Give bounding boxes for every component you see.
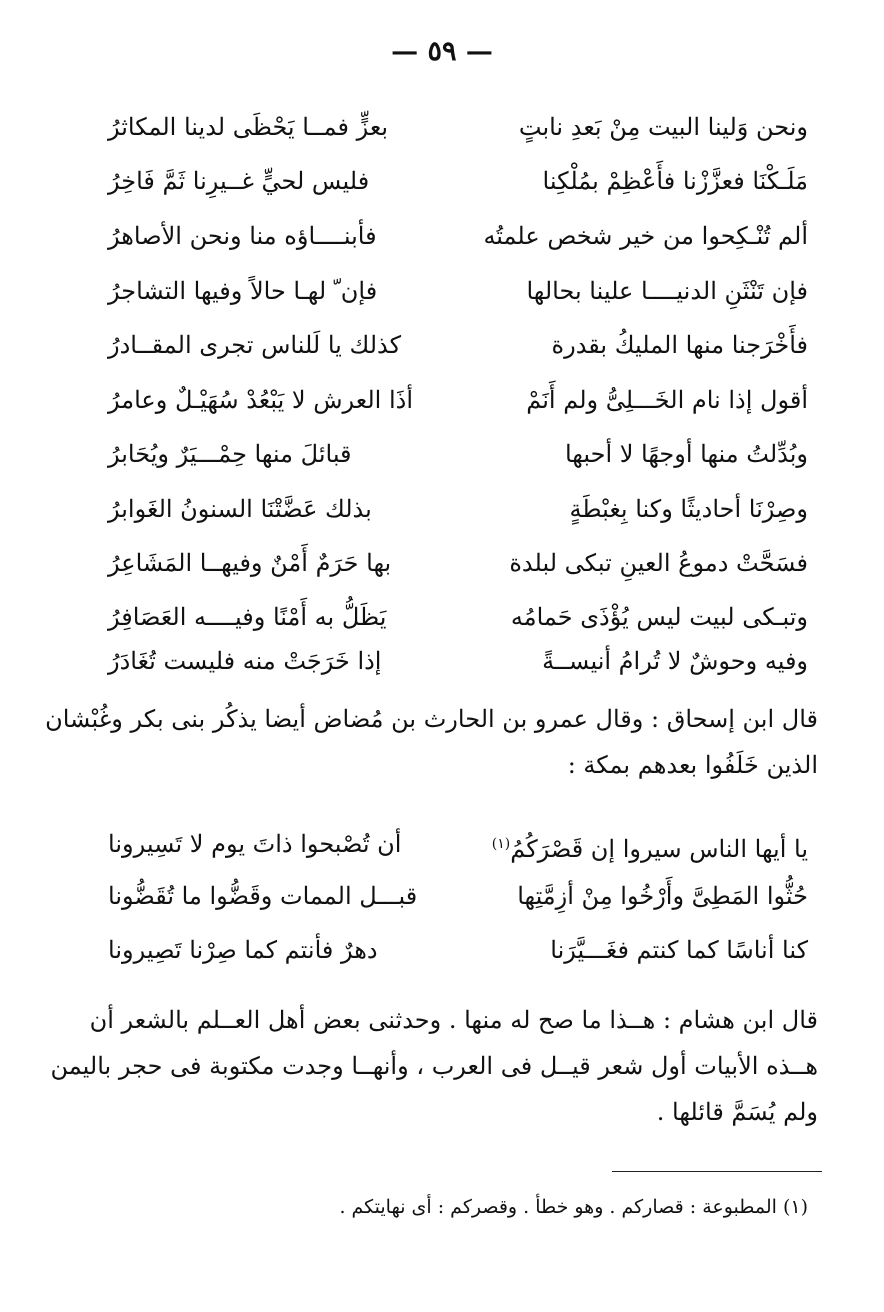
intro-line: الذين خَلَفُوا بعدهم بمكة :: [567, 751, 818, 779]
footnote-marker: (١): [491, 836, 511, 852]
closing-line: هــذه الأبيات أول شعر قيــل فى العرب ، وأنهــا وجدت مكتوبة فى حجر باليمن: [50, 1052, 818, 1080]
footnote: (١) المطبوعة : قصاركم . وهو خطأ . وقصركم : أى نهايتكم .: [339, 1196, 808, 1218]
verse-line: [108, 593, 808, 641]
verse-second-hemistich: فإن ّ لهـا حالاً وفيها التشاجرُ: [108, 277, 378, 305]
verse-second-hemistich: قبائلَ منها حِمْـــيَرٌ ويُحَابرُ: [108, 440, 352, 468]
verse-line: [108, 539, 808, 587]
verse-line: [108, 872, 808, 920]
verse-first-hemistich: ونحن وَلينا البيت مِنْ بَعدِ نابتٍ: [518, 113, 808, 141]
verse-second-hemistich: بذلك عَضَّتْنَا السنونُ الغَوابرُ: [108, 495, 372, 523]
verse-line: [108, 212, 808, 260]
verse-first-hemistich: أقول إذا نام الخَـــلِىُّ ولم أَنَمْ: [526, 386, 808, 414]
verse-second-hemistich: أذَا العرش لا يَبْعُدْ سُهَيْـلٌ وعامرُ: [108, 386, 413, 414]
verse-line: [108, 926, 808, 974]
verse-line: [108, 820, 808, 868]
verse-second-hemistich: بعزٍّ فمــا يَحْظَى لدينا المكاثرُ: [108, 113, 389, 141]
verse-first-hemistich: ألم تُنْـكِحوا من خير شخص علمتُه: [483, 222, 808, 250]
verse-first-hemistich: حُثُّوا المَطِىَّ وأَرْخُوا مِنْ أزِمَّتِها: [517, 882, 808, 910]
verse-first-hemistich: وبُدِّلتُ منها أوجهًا لا أحبها: [564, 440, 808, 468]
verse-first-hemistich: وتبـكى لبيت ليس يُؤْذَى حَمامُه: [510, 603, 808, 631]
verse-line: [108, 267, 808, 315]
verse-second-hemistich: إذا خَرَجَتْ منه فليست تُغَادَرُ: [108, 647, 382, 675]
verse-line: [108, 430, 808, 478]
verse-first-hemistich: مَلَـكْنَا فعزَّزْنا فأَعْظِمْ بمُلْكِنا: [542, 167, 808, 195]
verse-text: يا أيها الناس سيروا إن قَصْرَكُمُ: [510, 835, 808, 863]
verse-line: [108, 103, 808, 151]
verse-first-hemistich: وفيه وحوشٌ لا تُرامُ أنيســةً: [542, 647, 808, 675]
verse-second-hemistich: كذلك يا لَلناس تجرى المقــادرُ: [108, 331, 402, 359]
closing-line: ولم يُسَمَّ قائلها .: [656, 1098, 818, 1126]
verse-line: [108, 485, 808, 533]
verse-first-hemistich: فأَخْرَجنا منها المليكُ بقدرة: [551, 331, 808, 359]
verse-second-hemistich: يَظَلُّ به أَمْنًا وفيــــه العَصَافِرُ: [108, 603, 387, 631]
verse-line: [108, 157, 808, 205]
verse-second-hemistich: فأبنــــاؤه منا ونحن الأصاهرُ: [108, 222, 377, 250]
verse-first-hemistich: فإن تَنْثَنِ الدنيــــا علينا بحالها: [526, 277, 808, 305]
closing-line: قال ابن هشام : هــذا ما صح له منها . وحدثنى بعض أهل العــلم بالشعر أن: [89, 1006, 818, 1034]
verse-second-hemistich: أن تُصْبحوا ذاتَ يوم لا تَسِيرونا: [108, 830, 402, 858]
verse-second-hemistich: دهرٌ فأنتم كما صِرْنا تَصِيرونا: [108, 936, 378, 964]
verse-line: [108, 637, 808, 685]
verse-line: [108, 321, 808, 369]
verse-line: [108, 376, 808, 424]
verse-first-hemistich: وصِرْنَا أحاديثًا وكنا بِغبْطَةٍ: [569, 495, 808, 523]
verse-second-hemistich: بها حَرَمٌ أَمْنٌ وفيهــا المَشَاعِرُ: [108, 549, 392, 577]
page-number: — ٥٩ —: [391, 36, 493, 67]
verse-first-hemistich: كنا أناسًا كما كنتم فغَـــيَّرَنا: [550, 936, 808, 964]
intro-line: قال ابن إسحاق : وقال عمرو بن الحارث بن مُضاض أيضا يذكُر بنى بكر وغُبْشان: [45, 705, 818, 733]
verse-first-hemistich: فسَحَّتْ دموعُ العينِ تبكى لبلدة: [509, 549, 808, 577]
intro-paragraph: [45, 696, 818, 788]
footnote-divider: [612, 1171, 822, 1172]
closing-paragraph: [50, 997, 818, 1135]
verse-second-hemistich: قبـــل الممات وقَضُّوا ما تُقَضُّونا: [108, 882, 418, 910]
verse-first-hemistich: [458, 820, 808, 873]
verse-second-hemistich: فليس لحيٍّ غــيرِنا ثَمَّ فَاخِرُ: [108, 167, 370, 195]
